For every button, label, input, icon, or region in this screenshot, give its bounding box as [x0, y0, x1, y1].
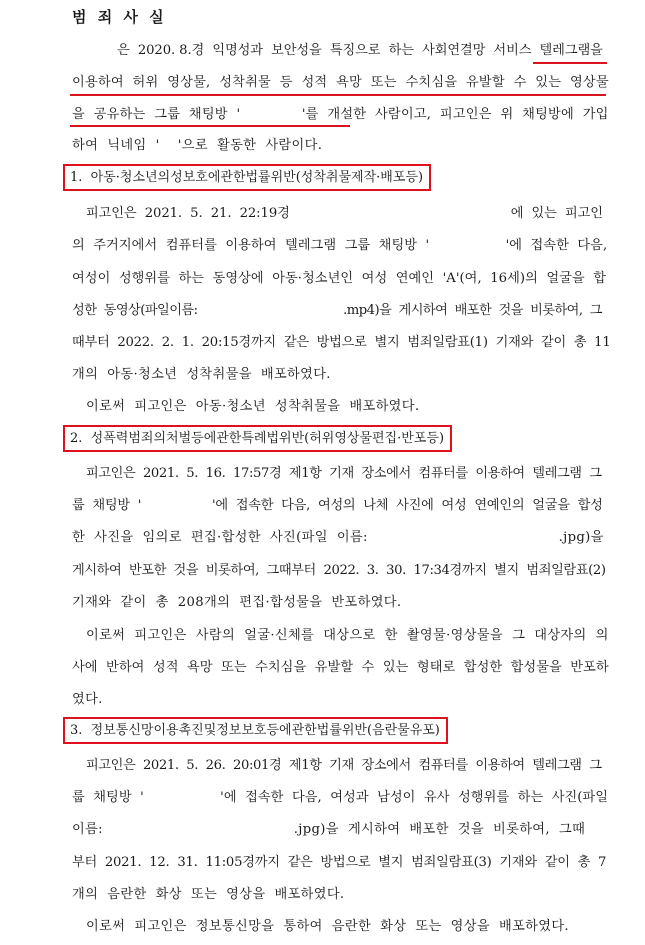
- document-title: 범 죄 사 실: [72, 8, 167, 26]
- section-1-line-6: 개의 아동·청소년 성착취물을 배포하였다.: [72, 367, 331, 382]
- section-3-line-4: 부터 2021. 12. 31. 11:05경까지 같은 방법으로 별지 범죄일람표(3) 기재와 같이 총 7: [72, 855, 607, 870]
- intro-line-4: 하여 닉네임 ' '으로 활동한 사람이다.: [72, 138, 323, 153]
- underline-telegram: [533, 62, 607, 64]
- section-1-line-5: 때부터 2022. 2. 1. 20:15경까지 같은 방법으로 별지 범죄일람표(1) 기재와 같이 총 11: [72, 335, 611, 350]
- section-2-heading: 2. 성폭력범죄의처벌등에관한특례법위반(허위영상물편집·반포등): [63, 425, 452, 452]
- section-2-line-8: 였다.: [72, 692, 103, 707]
- section-1-line-1: 피고인은 2021. 5. 21. 22:19경 에 있는 피고인: [86, 206, 603, 221]
- section-3-line-6: 이로써 피고인은 정보통신망을 통하여 음란한 화상 또는 영상을 배포하였다.: [86, 919, 569, 934]
- section-1-line-4: 성한 동영상(파일이름: .mp4)을 게시하여 배포한 것을 비롯하여, 그: [72, 303, 602, 318]
- intro-line-3: 을 공유하는 그룹 채팅방 ' '를 개설한 사람이고, 피고인은 위 채팅방에 가입: [72, 107, 609, 122]
- section-3-line-1: 피고인은 2021. 5. 26. 20:01경 제1항 기재 장소에서 컴퓨터를 이용하여 텔레그램 그: [86, 758, 602, 773]
- section-1-line-2: 의 주거지에서 컴퓨터를 이용하여 텔레그램 그룹 채팅방 ' '에 접속한 다음,: [72, 238, 608, 253]
- section-1-line-3: 여성이 성행위를 하는 동영상에 아동·청소년인 여성 연예인 'A'(여, 16세)의 얼굴을 합: [72, 271, 606, 286]
- section-3-heading: 3. 정보통신망이용촉진및정보보호등에관한법률위반(음란물유포): [63, 717, 448, 744]
- section-2-line-6: 이로써 피고인은 사람의 얼굴·신체를 대상으로 한 촬영물·영상물을 그 대상자의 의: [86, 628, 609, 643]
- intro-line-1: 은 2020. 8.경 익명성과 보안성을 특징으로 하는 사회연결망 서비스 텔레그램을: [117, 43, 603, 58]
- section-2-line-4: 게시하여 반포한 것을 비롯하여, 그때부터 2022. 3. 30. 17:34경까지 별지 범죄일람표(2): [72, 563, 606, 578]
- intro-line-2: 이용하여 허위 영상물, 성착취물 등 성적 욕망 또는 수치심을 유발할 수 있는 영상물: [72, 75, 609, 90]
- section-1-heading: 1. 아동·청소년의성보호에관한법률위반(성착취물제작·배포등): [63, 164, 431, 191]
- section-2-line-5: 기재와 같이 총 208개의 편집·합성물을 반포하였다.: [72, 595, 402, 610]
- section-1-line-7: 이로써 피고인은 아동·청소년 성착취물을 배포하였다.: [86, 399, 420, 414]
- underline-line-2: [70, 94, 606, 96]
- section-3-line-5: 개의 음란한 화상 또는 영상을 배포하였다.: [72, 887, 345, 902]
- section-2-line-7: 사에 반하여 성적 욕망 또는 수치심을 유발할 수 있는 형태로 합성한 합성물을 반포하: [72, 660, 609, 675]
- section-3-line-2: 룹 채팅방 ' '에 접속한 다음, 여성과 남성이 유사 성행위를 하는 사진(파일: [72, 790, 609, 805]
- section-2-line-1: 피고인은 2021. 5. 16. 17:57경 제1항 기재 장소에서 컴퓨터를 이용하여 텔레그램 그: [86, 466, 602, 481]
- section-3-line-3: 이름: .jpg)을 게시하여 배포한 것을 비롯하여, 그때: [72, 822, 586, 837]
- underline-line-3: [70, 125, 350, 127]
- section-2-line-2: 룹 채팅방 ' '에 접속한 다음, 여성의 나체 사진에 여성 연예인의 얼굴을 합성: [72, 498, 603, 513]
- section-2-line-3: 한 사진을 임의로 편집·합성한 사진(파일 이름: .jpg)을: [72, 530, 604, 545]
